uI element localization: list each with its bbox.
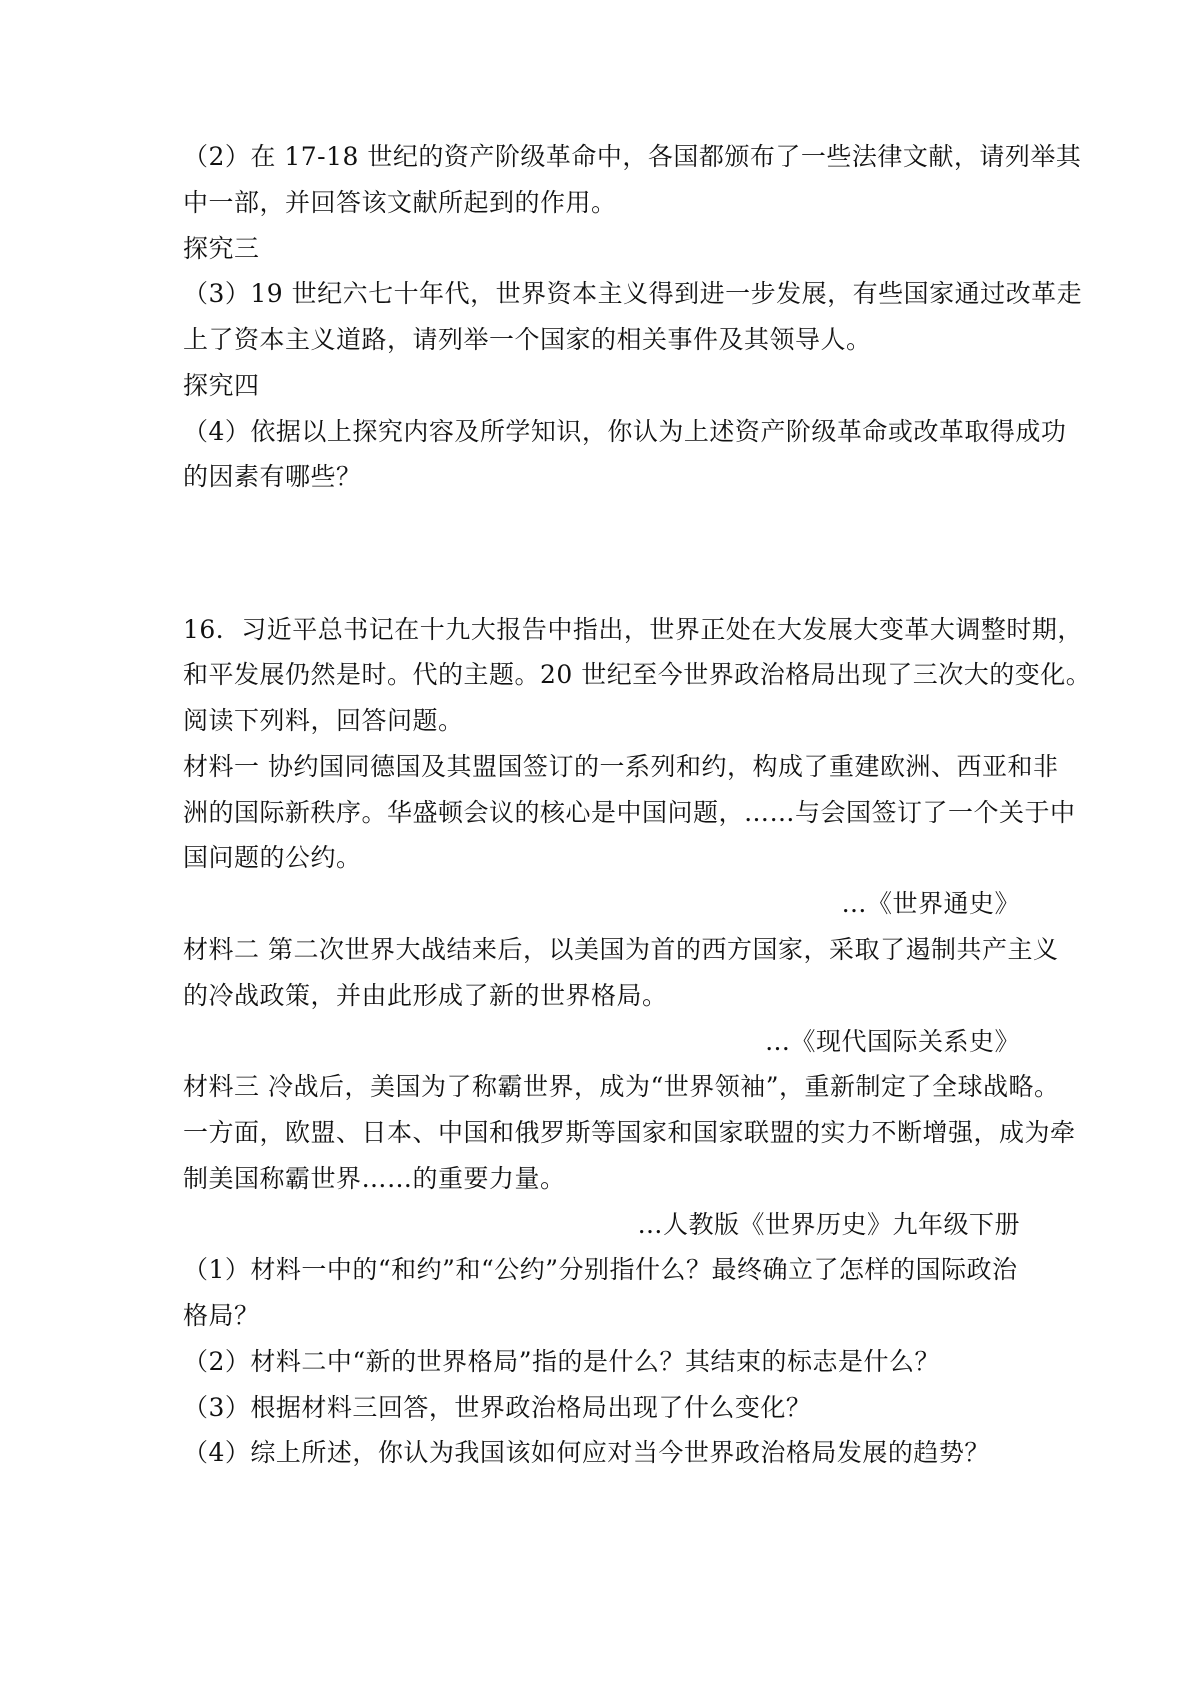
sub-question-4: （4）综上所述，你认为我国该如何应对当今世界政治格局发展的趋势？	[183, 1438, 990, 1467]
question-16-stem-line-1: 16．习近平总书记在十九大报告中指出，世界正处在大发展大变革大调整时期，	[183, 615, 1083, 644]
sub-question-1-line-1: （1）材料一中的“和约”和“公约”分别指什么？最终确立了怎样的国际政治	[183, 1255, 1018, 1284]
sub-question-3: （3）根据材料三回答，世界政治格局出现了什么变化？	[183, 1393, 812, 1422]
material-1-line-1: 材料一 协约国同德国及其盟国签订的一系列和约，构成了重建欧洲、西亚和非	[183, 752, 1059, 781]
material-2-line-2: 的冷战政策，并由此形成了新的世界格局。	[183, 981, 668, 1010]
material-1-line-3: 国问题的公约。	[183, 843, 362, 872]
material-3-line-1: 材料三 冷战后，美国为了称霸世界，成为“世界领袖”，重新制定了全球战略。	[183, 1072, 1060, 1101]
question-16-stem-line-3: 阅读下列料，回答问题。	[183, 706, 464, 735]
sub-question-2: （2）材料二中“新的世界格局”指的是什么？其结束的标志是什么？	[183, 1347, 940, 1376]
question-4-line-1: （4）依据以上探究内容及所学知识，你认为上述资产阶级革命或改革取得成功	[183, 417, 1067, 446]
material-3-line-3: 制美国称霸世界……的重要力量。	[183, 1164, 566, 1193]
material-3-line-2: 一方面，欧盟、日本、中国和俄罗斯等国家和国家联盟的实力不断增强，成为牵	[183, 1118, 1076, 1147]
material-1-line-2: 洲的国际新秩序。华盛顿会议的核心是中国问题，……与会国签订了一个关于中	[183, 798, 1076, 827]
section-heading-tanjiu-3: 探究三	[183, 234, 260, 263]
question-3-line-2: 上了资本主义道路，请列举一个国家的相关事件及其领导人。	[183, 325, 872, 354]
question-2-line-2: 中一部，并回答该文献所起到的作用。	[183, 188, 617, 217]
section-heading-tanjiu-4: 探究四	[183, 371, 260, 400]
question-16-stem-line-2: 和平发展仍然是时。代的主题。20 世纪至今世界政治格局出现了三次大的变化。	[183, 660, 1092, 689]
sub-question-1-line-2: 格局？	[183, 1301, 260, 1330]
question-4-line-2: 的因素有哪些？	[183, 462, 362, 491]
question-3-line-1: （3）19 世纪六七十年代，世界资本主义得到进一步发展，有些国家通过改革走	[183, 279, 1083, 308]
material-2-line-1: 材料二 第二次世界大战结来后，以美国为首的西方国家，采取了遏制共产主义	[183, 935, 1059, 964]
material-3-source: …人教版《世界历史》九年级下册	[637, 1210, 1020, 1239]
material-2-source: …《现代国际关系史》	[764, 1027, 1020, 1056]
question-2-line-1: （2）在 17-18 世纪的资产阶级革命中，各国都颁布了一些法律文献，请列举其	[183, 142, 1082, 171]
material-1-source: …《世界通史》	[841, 889, 1020, 918]
